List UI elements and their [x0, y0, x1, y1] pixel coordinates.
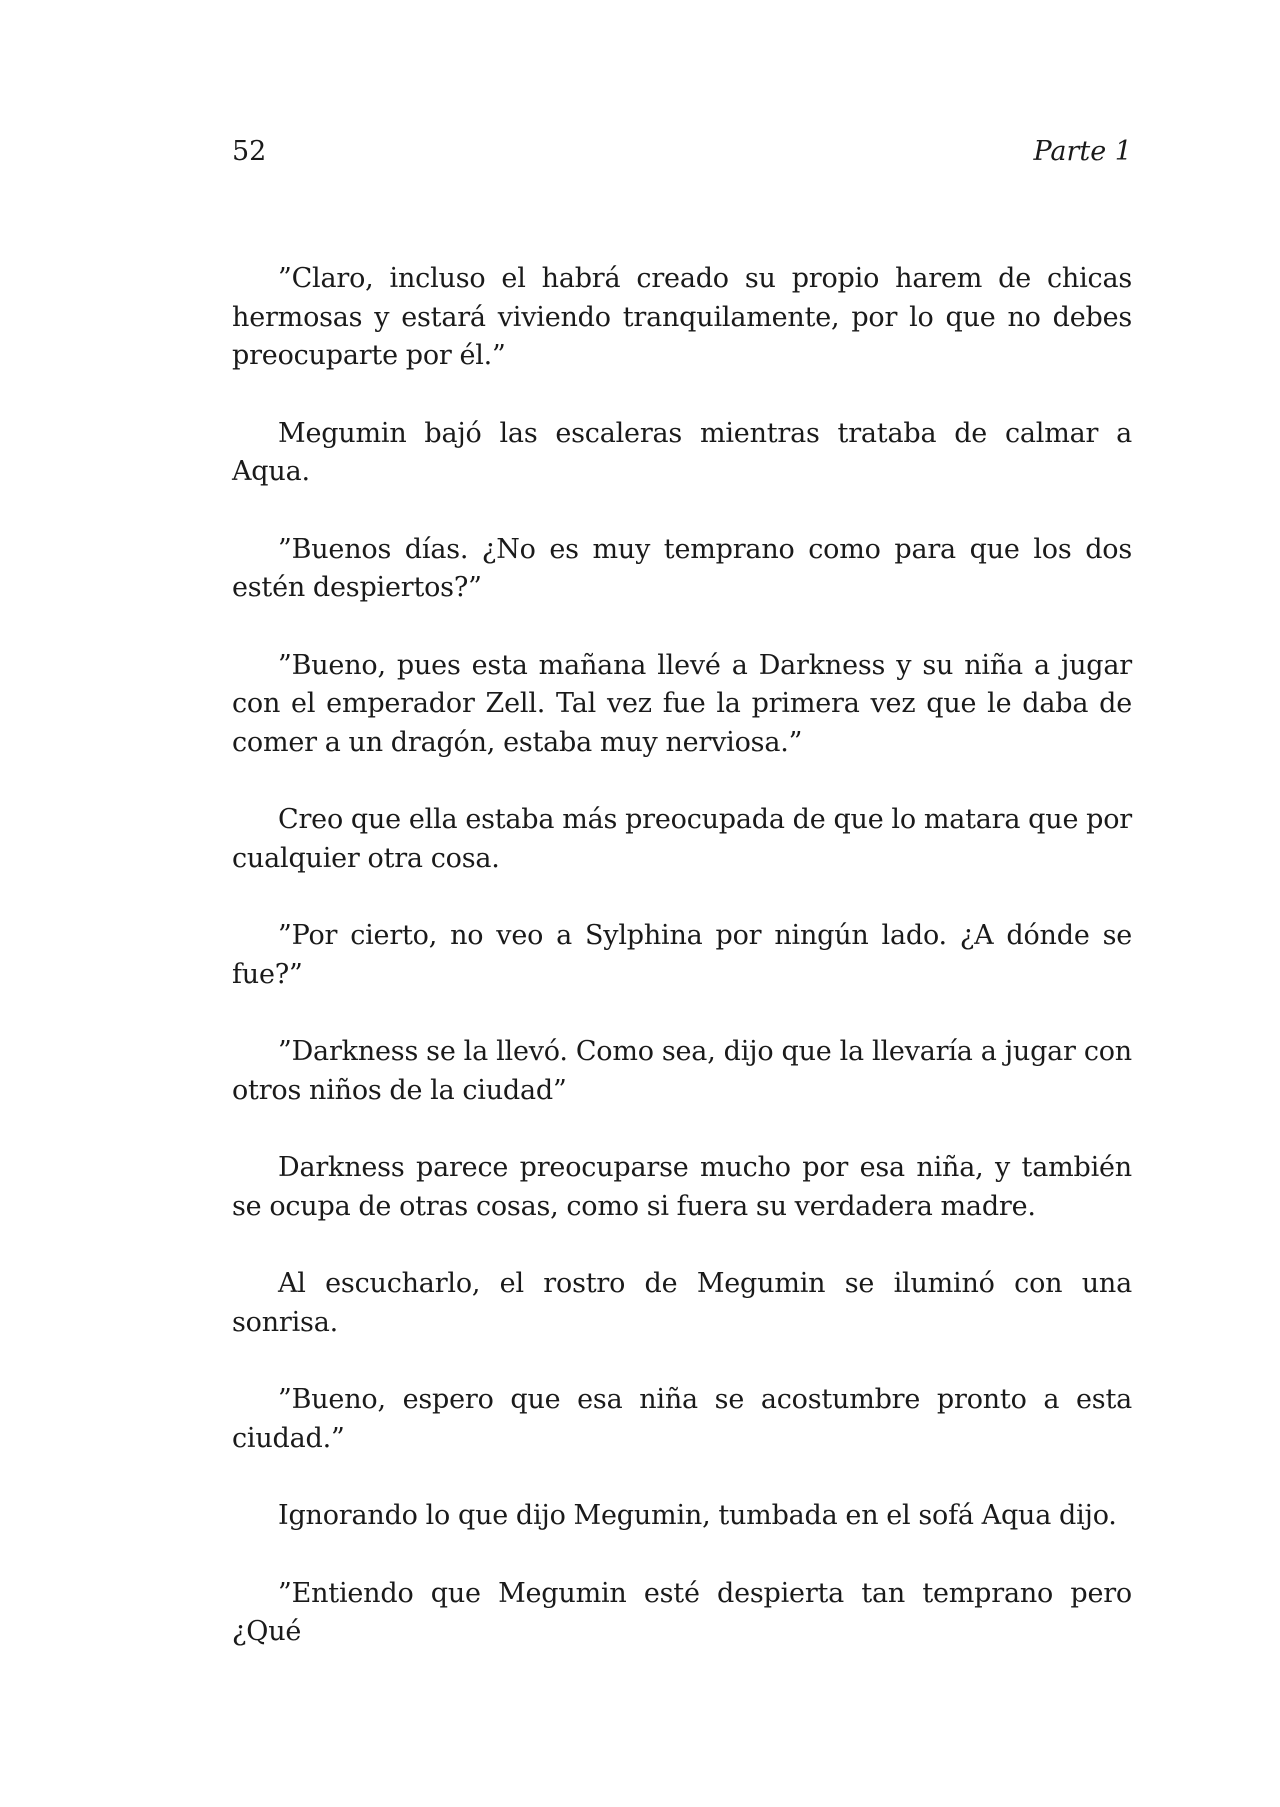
paragraph: ”Entiendo que Megumin esté despierta tan temprano pero ¿Qué — [232, 1577, 1132, 1647]
paragraph: ”Claro, incluso el habrá creado su propio harem de chicas hermosas y estará viviendo tranquilamente, por lo que no debes preocuparte por él.” — [232, 263, 1132, 371]
paragraph: Ignorando lo que dijo Megumin, tumbada en el sofá Aqua dijo. — [278, 1500, 1117, 1531]
paragraph: Creo que ella estaba más preocupada de que lo matara que por cualquier otra cosa. — [232, 804, 1132, 874]
body-text — [232, 260, 1132, 1691]
page-number: 52 — [232, 136, 267, 167]
paragraph: Megumin bajó las escaleras mientras trataba de calmar a Aqua. — [232, 417, 1132, 487]
paragraph: ”Bueno, pues esta mañana llevé a Darkness y su niña a jugar con el emperador Zell. Tal vez fue la primera vez que le daba de comer a un dragón, estaba muy nerviosa.” — [232, 649, 1132, 758]
paragraph: ”Buenos días. ¿No es muy temprano como para que los dos estén despiertos?” — [232, 533, 1132, 603]
paragraph: Al escucharlo, el rostro de Megumin se iluminó con una sonrisa. — [232, 1268, 1132, 1338]
paragraph: ”Por cierto, no veo a Sylphina por ningún lado. ¿A dónde se fue?” — [232, 920, 1132, 990]
page-header — [232, 132, 1132, 172]
paragraph: ”Darkness se la llevó. Como sea, dijo que la llevaría a jugar con otros niños de la ciudad” — [232, 1036, 1132, 1106]
running-head: Parte 1 — [1033, 136, 1132, 167]
paragraph: Darkness parece preocuparse mucho por esa niña, y también se ocupa de otras cosas, como si fuera su verdadera madre. — [232, 1152, 1132, 1222]
paragraph: ”Bueno, espero que esa niña se acostumbre pronto a esta ciudad.” — [232, 1384, 1132, 1454]
